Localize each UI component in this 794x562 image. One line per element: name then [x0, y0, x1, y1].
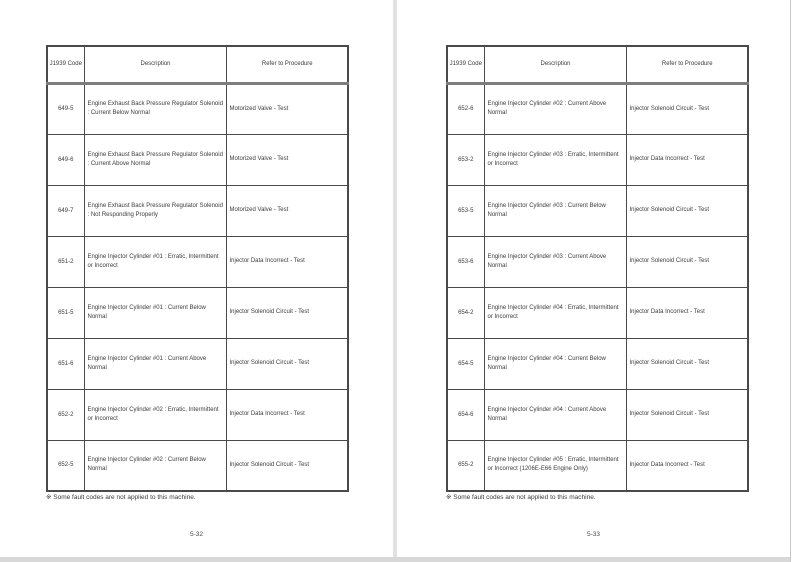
table-row [447, 134, 748, 185]
description-cell: Engine Exhaust Back Pressure Regulator Solenoid : Current Above Normal [84, 134, 226, 185]
description-cell: Engine Exhaust Back Pressure Regulator Solenoid : Not Responding Properly [84, 185, 226, 236]
document-page-right [397, 0, 790, 557]
footnote: ※ Some fault codes are not applied to this machine. [446, 494, 596, 501]
procedure-cell: Injector Solenoid Circuit - Test [626, 83, 748, 134]
procedure-cell: Injector Data Incorrect - Test [626, 440, 748, 491]
fault-code-cell: 653-6 [447, 236, 484, 287]
table-row [447, 83, 748, 134]
description-cell: Engine Injector Cylinder #02 : Erratic, Intermittent or Incorrect [84, 389, 226, 440]
fault-code-cell: 654-2 [447, 287, 484, 338]
description-cell: Engine Injector Cylinder #01 : Erratic, Intermittent or Incorrect [84, 236, 226, 287]
table-row [47, 287, 348, 338]
description-cell: Engine Injector Cylinder #01 : Current Below Normal [84, 287, 226, 338]
procedure-cell: Motorized Valve - Test [226, 83, 348, 134]
fault-code-cell: 652-6 [447, 83, 484, 134]
description-cell: Engine Exhaust Back Pressure Regulator Solenoid : Current Below Normal [84, 83, 226, 134]
table-row [447, 389, 748, 440]
description-cell: Engine Injector Cylinder #04 : Erratic, Intermittent or Incorrect [484, 287, 626, 338]
fault-code-cell: 649-7 [47, 185, 84, 236]
procedure-cell: Motorized Valve - Test [226, 134, 348, 185]
fault-code-cell: 653-2 [447, 134, 484, 185]
fault-code-cell: 649-5 [47, 83, 84, 134]
table-row [47, 338, 348, 389]
table-row [47, 236, 348, 287]
description-cell: Engine Injector Cylinder #01 : Current Above Normal [84, 338, 226, 389]
description-cell: Engine Injector Cylinder #04 : Current Below Normal [484, 338, 626, 389]
description-cell: Engine Injector Cylinder #02 : Current Below Normal [84, 440, 226, 491]
column-header: Refer to Procedure [226, 46, 348, 83]
procedure-cell: Injector Data Incorrect - Test [626, 287, 748, 338]
column-header: Refer to Procedure [626, 46, 748, 83]
table-row [47, 83, 348, 134]
page-number: 5-32 [189, 531, 203, 538]
table-row [447, 236, 748, 287]
column-header: J1939 Code [47, 46, 84, 83]
fault-code-table [46, 45, 349, 492]
fault-code-cell: 652-2 [47, 389, 84, 440]
table-row [447, 287, 748, 338]
table-row [447, 440, 748, 491]
table-row [447, 338, 748, 389]
procedure-cell: Injector Solenoid Circuit - Test [226, 440, 348, 491]
table-row [47, 134, 348, 185]
procedure-cell: Injector Solenoid Circuit - Test [626, 236, 748, 287]
description-cell: Engine Injector Cylinder #03 : Current Above Normal [484, 236, 626, 287]
table-header-row [447, 46, 748, 83]
procedure-cell: Injector Data Incorrect - Test [226, 389, 348, 440]
document-page-left [0, 0, 393, 557]
column-header: Description [84, 46, 226, 83]
procedure-cell: Injector Data Incorrect - Test [226, 236, 348, 287]
fault-code-cell: 654-6 [447, 389, 484, 440]
table-row [47, 185, 348, 236]
fault-code-cell: 651-5 [47, 287, 84, 338]
description-cell: Engine Injector Cylinder #03 : Erratic, Intermittent or Incorrect [484, 134, 626, 185]
fault-code-cell: 651-6 [47, 338, 84, 389]
procedure-cell: Injector Solenoid Circuit - Test [626, 185, 748, 236]
description-cell: Engine Injector Cylinder #04 : Current Above Normal [484, 389, 626, 440]
fault-code-cell: 655-2 [447, 440, 484, 491]
procedure-cell: Motorized Valve - Test [226, 185, 348, 236]
fault-code-cell: 653-5 [447, 185, 484, 236]
column-header: Description [484, 46, 626, 83]
procedure-cell: Injector Solenoid Circuit - Test [626, 389, 748, 440]
table-header-row [47, 46, 348, 83]
table-row [47, 389, 348, 440]
page-number: 5-33 [586, 531, 600, 538]
fault-code-cell: 651-2 [47, 236, 84, 287]
description-cell: Engine Injector Cylinder #05 : Erratic, Intermittent or Incorrect (1206E-E66 Engine Only) [484, 440, 626, 491]
procedure-cell: Injector Solenoid Circuit - Test [626, 338, 748, 389]
description-cell: Engine Injector Cylinder #03 : Current Below Normal [484, 185, 626, 236]
footnote: ※ Some fault codes are not applied to this machine. [46, 494, 196, 501]
fault-code-cell: 654-5 [447, 338, 484, 389]
procedure-cell: Injector Solenoid Circuit - Test [226, 287, 348, 338]
fault-code-cell: 649-6 [47, 134, 84, 185]
table-row [47, 440, 348, 491]
column-header: J1939 Code [447, 46, 484, 83]
fault-code-table [446, 45, 749, 492]
fault-code-cell: 652-5 [47, 440, 84, 491]
procedure-cell: Injector Solenoid Circuit - Test [226, 338, 348, 389]
table-row [447, 185, 748, 236]
description-cell: Engine Injector Cylinder #02 : Current Above Normal [484, 83, 626, 134]
scrollbar-track[interactable] [790, 0, 794, 562]
procedure-cell: Injector Data Incorrect - Test [626, 134, 748, 185]
